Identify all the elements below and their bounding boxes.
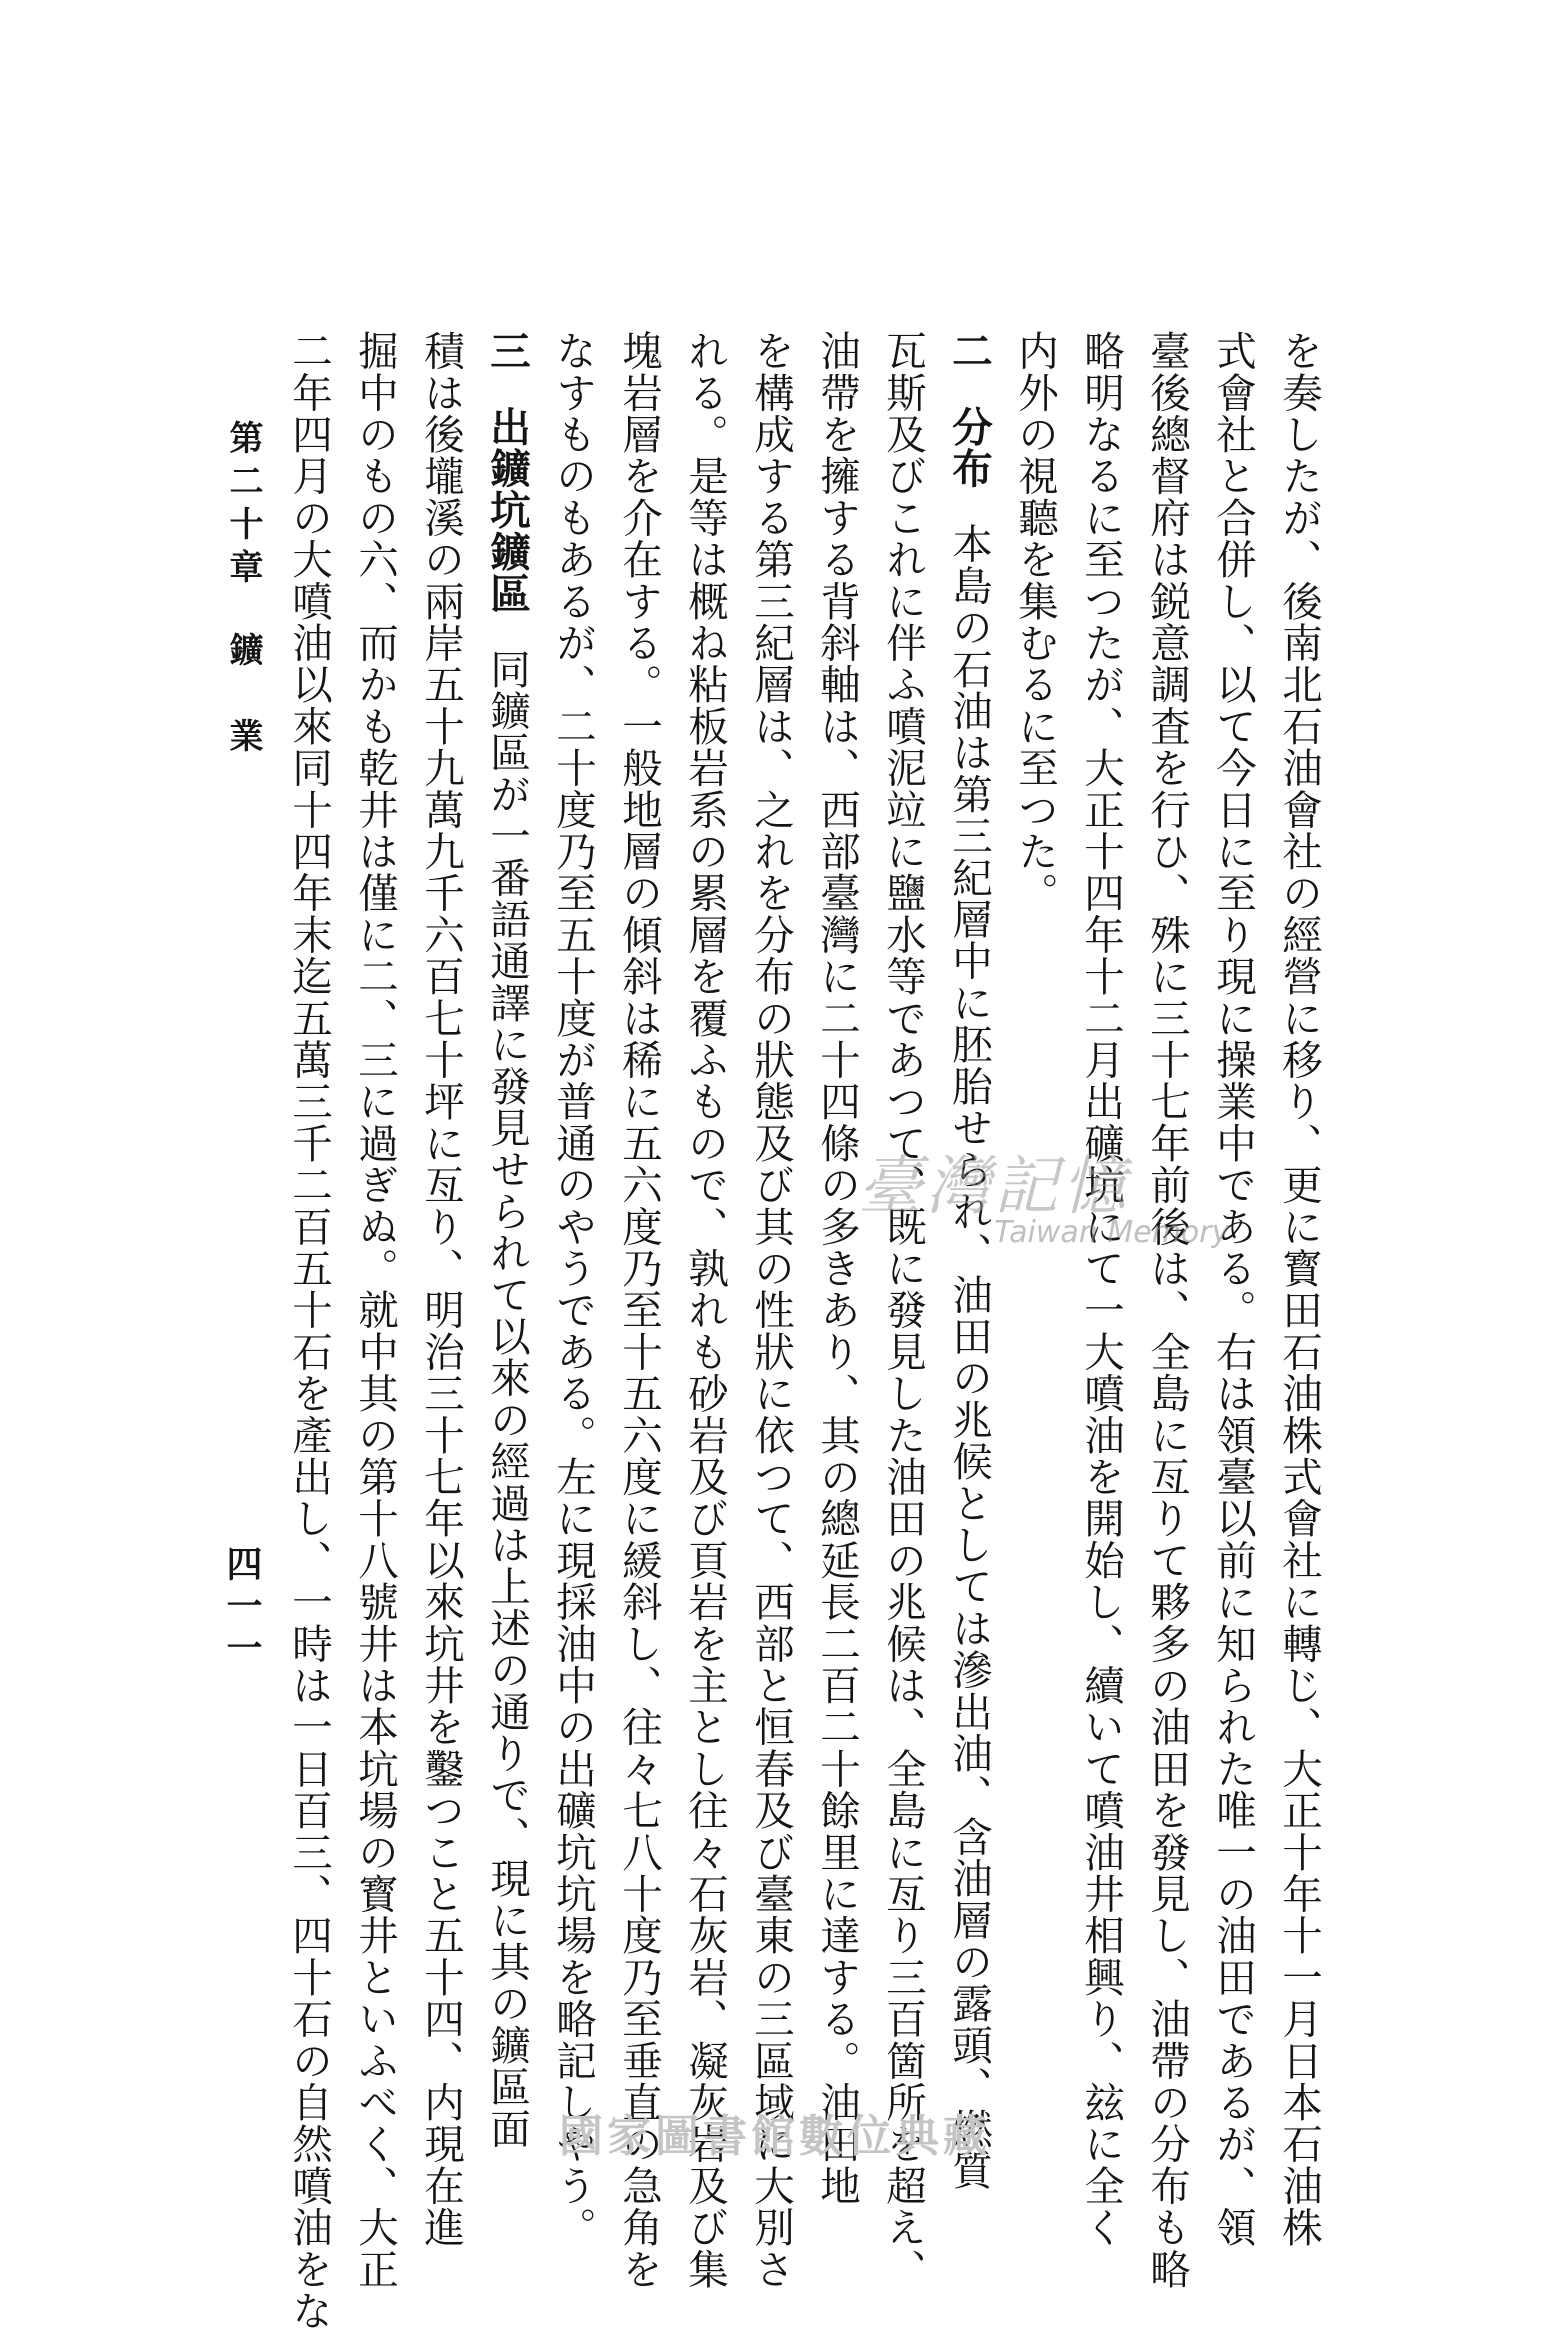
text-column-4: 略明なるに至つたが、大正十四年十二月出礦坑にて一大噴油を開始し、續いて噴油井相興り、玆に全く [1077, 330, 1125, 2249]
watermark-sub-text: Taiwan Memory [994, 1215, 1230, 1250]
section-3-first-column [483, 330, 531, 2150]
chapter-label: 第二十章 [223, 420, 263, 592]
text-column-8: 油帶を擁する背斜軸は、西部臺灣に二十四條の多きあり、其の總延長二百二十餘里に達する。油田地 [813, 330, 861, 2207]
text-column-15: 掘中のもの六、而かも乾井は僅に二、三に過ぎぬ。就中其の第十八號井は本坑場の寳井といふべく、大正 [351, 330, 399, 2290]
running-head [220, 420, 263, 761]
text-column-16: 二年四月の大噴油以來同十四年末迄五萬三千二百五十石を產出し、一時は一日百三、四十石の自然噴油をな [285, 330, 333, 2332]
section-2-title: 分布 [945, 405, 993, 490]
text-column-2: 式會社と合併し、以て今日に至り現に操業中である。右は領臺以前に知られた唯一の油田であるが、領 [1209, 330, 1257, 2249]
section-3-title: 出鑛坑鑛區 [483, 405, 531, 615]
text-column-3: 臺後總督府は鋭意調査を行ひ、殊に三十七年前後は、全島に亙りて夥多の油田を發見し、油帶の分布も略 [1143, 330, 1191, 2290]
text-column-13: 同鑛區が一番語通譯に發見せられて以來の經過は上述の通りで、現に其の鑛區面 [483, 648, 531, 2150]
page-number: 四一一 [221, 1545, 263, 1671]
text-column-14: 積は後壠溪の兩岸五十九萬九千六百七十坪に亙り、明治三十七年以來坑井を鑿つこと五十四、内現在進 [417, 330, 465, 2249]
text-column-10: れる。是等は概ね粘板岩系の累層を覆ふもので、孰れも砂岩及び頁岩を主とし往々石灰岩、凝灰岩及び集 [681, 330, 729, 2290]
text-column-11: 塊岩層を介在する。一般地層の傾斜は稀に五六度乃至十五六度に緩斜し、往々七八十度乃至垂直の急角を [615, 330, 663, 2290]
text-column-6: 本島の石油は第三紀層中に胚胎せられ、油田の兆候としては滲出油、含油層の露頭、燃質 [945, 523, 993, 2192]
text-column-12: なすものもあるが、二十度乃至五十度が普通のやうである。左に現採油中の出礦坑坑場を略記しやう。 [549, 330, 597, 2249]
taiwan-memory-watermark [858, 1135, 1230, 1295]
text-column-1: を奏したが、後南北石油會社の經營に移り、更に寳田石油株式會社に轉じ、大正十年十一月日本石油株 [1275, 330, 1323, 2249]
section-2-number: 二 [945, 330, 993, 372]
section-3-number: 三 [483, 330, 531, 372]
text-column-5: 内外の視聽を集むるに至つた。 [1011, 330, 1059, 914]
text-column-7: 瓦斯及びこれに伴ふ噴泥竝に鹽水等であつて、既に發見した油田の兆候は、全島に亙り三百箇所を超え、 [879, 330, 927, 2290]
text-column-9: を構成する第三紀層は、之れを分布の狀態及び其の性狀に依つて、西部と恒春及び臺東の三區域に大別さ [747, 330, 795, 2290]
chapter-subject: 鑛 業 [223, 632, 263, 761]
library-footer: 國家圖書館數位典藏 [559, 2111, 991, 2162]
watermark-main-text: 臺灣記憶 [858, 1150, 1130, 1224]
